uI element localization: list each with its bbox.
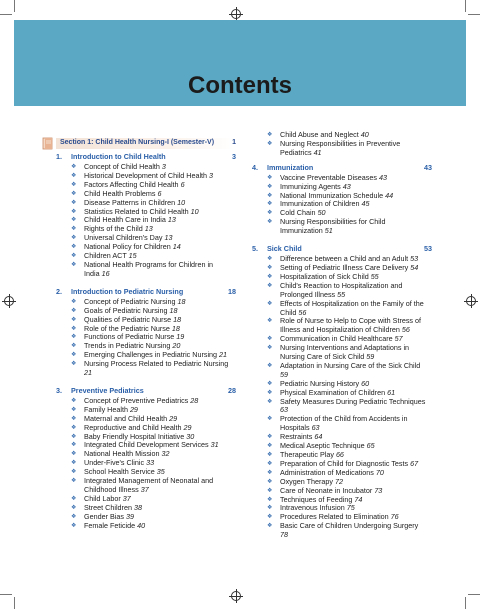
- crop-mark: [465, 597, 466, 609]
- entry-title: Therapeutic Play: [280, 450, 334, 459]
- entry-page: 41: [313, 147, 322, 157]
- diamond-bullet-icon: ❖: [71, 217, 77, 224]
- diamond-bullet-icon: ❖: [71, 226, 77, 233]
- diamond-bullet-icon: ❖: [267, 452, 273, 458]
- entry-page: 63: [280, 405, 288, 415]
- chapter-page: 18: [228, 286, 236, 296]
- diamond-bullet-icon: ❖: [267, 362, 273, 369]
- entry-page: 40: [360, 130, 369, 139]
- entry-page: 6: [157, 188, 162, 198]
- entry-page: 73: [374, 485, 383, 495]
- entry-page: 55: [370, 271, 379, 281]
- entry-page: 18: [169, 305, 178, 315]
- entry-title: Child Health Care in India: [84, 215, 166, 225]
- crop-mark: [14, 597, 15, 609]
- entry-title: Baby Friendly Hospital Initiative: [84, 431, 185, 441]
- diamond-bullet-icon: ❖: [267, 523, 273, 530]
- entry-title: Restraints: [280, 432, 313, 442]
- crop-mark: [0, 14, 12, 15]
- diamond-bullet-icon: ❖: [267, 380, 273, 387]
- diamond-bullet-icon: ❖: [267, 469, 273, 476]
- entry-title: Goals of Pediatric Nursing: [84, 305, 168, 315]
- diamond-bullet-icon: ❖: [267, 416, 273, 423]
- registration-mark-icon: [231, 9, 241, 19]
- entry-title: Physical Examination of Children: [280, 387, 386, 397]
- toc-entry[interactable]: [56, 504, 236, 513]
- entry-page: 67: [410, 458, 419, 468]
- entry-page: 31: [210, 440, 219, 450]
- entry-title: Nursing Responsibilities for Child Immunization: [280, 217, 386, 236]
- toc-entry[interactable]: [56, 360, 236, 378]
- entry-title: Integrated Child Development Services: [84, 440, 209, 450]
- diamond-bullet-icon: ❖: [71, 253, 77, 260]
- diamond-bullet-icon: ❖: [267, 300, 273, 307]
- entry-title: Female Feticide: [84, 520, 136, 530]
- entry-title: Adaptation in Nursing Care of the Sick Child: [280, 360, 421, 370]
- diamond-bullet-icon: ❖: [71, 190, 77, 197]
- entry-page: 14: [172, 242, 181, 252]
- entry-title: Statistics Related to Child Health: [84, 206, 189, 216]
- registration-mark-icon: [4, 296, 14, 306]
- chapter-page: 3: [232, 152, 236, 161]
- entry-page: 53: [410, 254, 419, 264]
- diamond-bullet-icon: ❖: [267, 443, 273, 450]
- page-title: Contents: [188, 72, 292, 99]
- diamond-bullet-icon: ❖: [71, 469, 77, 476]
- diamond-bullet-icon: ❖: [71, 164, 77, 170]
- entry-page: 66: [335, 450, 344, 459]
- toc-entry[interactable]: [56, 243, 236, 252]
- diamond-bullet-icon: ❖: [71, 343, 77, 350]
- diamond-bullet-icon: ❖: [267, 264, 273, 271]
- toc-entry[interactable]: [252, 317, 432, 335]
- entry-page: 75: [346, 503, 355, 513]
- entry-title: Medical Aseptic Technique: [280, 441, 365, 451]
- toc-entry[interactable]: [252, 218, 432, 236]
- registration-mark-icon: [231, 591, 241, 601]
- entry-page: 32: [161, 449, 170, 459]
- entry-title: Intravenous Infusion: [280, 503, 345, 513]
- diamond-bullet-icon: ❖: [71, 298, 77, 305]
- entry-title: Gender Bias: [84, 511, 124, 521]
- diamond-bullet-icon: ❖: [71, 495, 77, 502]
- left-column: [56, 137, 236, 531]
- entry-page: 28: [190, 395, 199, 405]
- entry-title: Communication in Child Healthcare: [280, 334, 393, 344]
- entry-page: 56: [401, 325, 410, 335]
- entry-title: Effects of Hospitalization on the Family of the Child: [280, 298, 424, 317]
- entry-page: 72: [335, 476, 344, 486]
- entry-page: 43: [342, 181, 351, 191]
- toc-entry[interactable]: [56, 261, 236, 279]
- entry-page: 35: [156, 467, 165, 477]
- entry-page: 29: [169, 413, 178, 423]
- entry-page: 18: [173, 314, 182, 324]
- entry-title: Rights of the Child: [84, 224, 143, 234]
- entry-title: Concept of Pediatric Nursing: [84, 296, 176, 306]
- entry-title: Child Abuse and Neglect: [280, 130, 359, 139]
- diamond-bullet-icon: ❖: [267, 514, 273, 521]
- entry-page: 16: [101, 268, 110, 278]
- chapter-number: 2.: [56, 286, 62, 296]
- diamond-bullet-icon: ❖: [71, 361, 77, 368]
- entry-title: Integrated Management of Neonatal and Childhood Illness: [84, 476, 214, 494]
- diamond-bullet-icon: ❖: [71, 181, 77, 188]
- entry-title: Administration of Medications: [280, 467, 374, 477]
- diamond-bullet-icon: ❖: [267, 219, 273, 226]
- entry-title: Nursing Process Related to Pediatric Nursing: [84, 359, 229, 369]
- diamond-bullet-icon: ❖: [71, 397, 77, 404]
- diamond-bullet-icon: ❖: [267, 210, 273, 217]
- diamond-bullet-icon: ❖: [71, 522, 77, 529]
- entry-page: 37: [122, 493, 131, 503]
- entry-title: Preparation of Child for Diagnostic Tests: [280, 458, 409, 468]
- toc-entry[interactable]: [252, 362, 432, 380]
- entry-page: 51: [324, 226, 333, 236]
- entry-page: 50: [317, 208, 326, 218]
- section-heading: [56, 137, 236, 151]
- chapter-number: 1.: [56, 152, 62, 161]
- toc-entry[interactable]: [56, 513, 236, 522]
- entry-title: Concept of Child Health: [84, 162, 160, 171]
- chapter-title: Preventive Pediatrics: [71, 385, 144, 395]
- entry-page: 54: [410, 262, 419, 272]
- toc-entry[interactable]: [252, 282, 432, 300]
- entry-page: 45: [361, 199, 370, 209]
- toc-entry[interactable]: [252, 200, 432, 209]
- spacer: [56, 279, 236, 285]
- diamond-bullet-icon: ❖: [267, 183, 273, 190]
- entry-page: 63: [311, 423, 320, 433]
- diamond-bullet-icon: ❖: [71, 172, 77, 179]
- entry-page: 59: [366, 352, 375, 362]
- entry-page: 60: [361, 378, 370, 388]
- entry-title: Nursing Responsibilities in Preventive Pediatrics: [280, 138, 401, 157]
- diamond-bullet-icon: ❖: [71, 478, 77, 485]
- entry-title: Cold Chain: [280, 208, 316, 218]
- diamond-bullet-icon: ❖: [267, 318, 273, 325]
- right-toc: [252, 164, 432, 540]
- entry-page: 13: [144, 224, 153, 234]
- entry-page: 3: [161, 162, 166, 171]
- chapter-block: [56, 387, 236, 531]
- diamond-bullet-icon: ❖: [267, 496, 273, 503]
- entry-page: 64: [314, 432, 323, 442]
- entry-page: 59: [280, 369, 288, 379]
- spacer: [252, 236, 432, 242]
- entry-title: National Immunization Schedule: [280, 190, 384, 200]
- entry-page: 6: [180, 179, 185, 189]
- entry-title: Family Health: [84, 404, 128, 414]
- entry-title: Immunizing Agents: [280, 181, 341, 191]
- diamond-bullet-icon: ❖: [267, 256, 273, 263]
- entry-title: Safety Measures During Pediatric Techniques: [280, 396, 426, 406]
- diamond-bullet-icon: ❖: [267, 201, 273, 208]
- entry-page: 37: [140, 485, 149, 494]
- entry-title: Universal Children's Day: [84, 233, 163, 243]
- diamond-bullet-icon: ❖: [71, 460, 77, 467]
- entry-page: 10: [177, 197, 186, 207]
- diamond-bullet-icon: ❖: [267, 192, 273, 199]
- toc-entry[interactable]: [252, 522, 432, 540]
- toc-entry[interactable]: [56, 522, 236, 531]
- entry-title: Difference between a Child and an Adult: [280, 254, 409, 264]
- entry-title: Trends in Pediatric Nursing: [84, 341, 171, 351]
- entry-title: Child Health Problems: [84, 188, 156, 198]
- entry-title: Oxygen Therapy: [280, 476, 334, 486]
- toc-entry[interactable]: [252, 300, 432, 318]
- toc-entry[interactable]: [56, 495, 236, 504]
- diamond-bullet-icon: ❖: [267, 478, 273, 485]
- entry-page: 38: [133, 502, 142, 512]
- entry-title: Pediatric Nursing History: [280, 378, 360, 388]
- diamond-bullet-icon: ❖: [71, 504, 77, 511]
- section-page: 1: [232, 139, 236, 146]
- diamond-bullet-icon: ❖: [71, 325, 77, 332]
- chapter-title: Immunization: [267, 162, 314, 172]
- entry-page: 18: [177, 296, 186, 306]
- entry-title: Historical Development of Child Health: [84, 170, 208, 180]
- crop-mark: [14, 0, 15, 12]
- book-section-icon: [42, 137, 54, 150]
- left-toc: [56, 153, 236, 531]
- entry-page: 44: [385, 190, 394, 200]
- entry-page: 29: [129, 404, 138, 414]
- entry-page: 74: [354, 494, 363, 504]
- entry-page: 10: [190, 206, 199, 216]
- chapter-block: [252, 245, 432, 540]
- entry-title: Child's Reaction to Hospitalization and Prolonged Illness: [280, 280, 403, 299]
- diamond-bullet-icon: ❖: [71, 406, 77, 413]
- chapter-page: 28: [228, 385, 236, 395]
- chapter-number: 3.: [56, 385, 62, 395]
- entry-title: Functions of Pediatric Nurse: [84, 332, 175, 342]
- chapter-title: Introduction to Pediatric Nursing: [71, 286, 184, 296]
- diamond-bullet-icon: ❖: [71, 513, 77, 520]
- diamond-bullet-icon: ❖: [267, 389, 273, 396]
- toc-entry[interactable]: [252, 344, 432, 362]
- right-continued-items: [252, 131, 432, 158]
- diamond-bullet-icon: ❖: [71, 451, 77, 458]
- entry-title: Immunization of Children: [280, 199, 360, 209]
- chapter-block: [252, 164, 432, 236]
- crop-mark: [468, 594, 480, 595]
- diamond-bullet-icon: ❖: [267, 140, 273, 147]
- diamond-bullet-icon: ❖: [71, 424, 77, 431]
- chapter-block: [56, 288, 236, 378]
- registration-mark-icon: [466, 296, 476, 306]
- entry-title: Street Children: [84, 502, 132, 512]
- diamond-bullet-icon: ❖: [267, 273, 273, 280]
- entry-title: Nursing Interventions and Adaptations in Nursing Care of Sick Child: [280, 343, 410, 362]
- diamond-bullet-icon: ❖: [267, 345, 273, 352]
- diamond-bullet-icon: ❖: [71, 261, 77, 268]
- toc-entry[interactable]: [56, 477, 236, 495]
- entry-title: Child Labor: [84, 493, 121, 503]
- diamond-bullet-icon: ❖: [71, 235, 77, 242]
- entry-page: 78: [280, 530, 288, 540]
- diamond-bullet-icon: ❖: [71, 316, 77, 323]
- chapter-title: Introduction to Child Health: [71, 152, 166, 161]
- diamond-bullet-icon: ❖: [71, 415, 77, 422]
- entry-title: Concept of Preventive Pediatrics: [84, 395, 189, 405]
- entry-page: 43: [378, 172, 387, 182]
- entry-title: School Health Service: [84, 467, 155, 477]
- toc-entry[interactable]: [252, 415, 432, 433]
- chapter-title: Sick Child: [267, 244, 302, 254]
- entry-page: 57: [394, 334, 403, 344]
- diamond-bullet-icon: ❖: [71, 442, 77, 449]
- entry-page: 19: [176, 332, 185, 342]
- entry-title: Vaccine Preventable Diseases: [280, 172, 377, 182]
- entry-page: 40: [137, 520, 146, 530]
- spacer: [56, 378, 236, 384]
- diamond-bullet-icon: ❖: [71, 199, 77, 206]
- entry-title: Setting of Pediatric Illness Care Delivery: [280, 262, 409, 272]
- entry-title: Role of the Pediatric Nurse: [84, 323, 170, 333]
- entry-title: Role of Nurse to Help to Cope with Stress of Illness and Hospitalization of Children: [280, 316, 422, 335]
- crop-mark: [0, 594, 12, 595]
- entry-title: National Health Programs for Children in India: [84, 259, 214, 278]
- entry-page: 56: [298, 307, 307, 317]
- entry-title: Qualities of Pediatric Nurse: [84, 314, 172, 324]
- entry-page: 13: [164, 233, 173, 243]
- entry-title: Protection of the Child from Accidents in Hospitals: [280, 414, 408, 433]
- entry-page: 13: [167, 215, 176, 225]
- toc-entry[interactable]: [56, 397, 236, 406]
- entry-title: Maternal and Child Health: [84, 413, 168, 423]
- chapter-number: 4.: [252, 162, 258, 172]
- entry-page: 20: [172, 341, 181, 351]
- entry-page: 30: [186, 431, 195, 441]
- entry-page: 61: [387, 387, 396, 397]
- entry-page: 70: [375, 467, 384, 477]
- diamond-bullet-icon: ❖: [267, 336, 273, 343]
- chapter-page: 43: [424, 162, 432, 172]
- diamond-bullet-icon: ❖: [71, 244, 77, 251]
- diamond-bullet-icon: ❖: [267, 174, 273, 181]
- diamond-bullet-icon: ❖: [267, 132, 273, 138]
- entry-page: 3: [209, 170, 214, 180]
- entry-page: 39: [125, 511, 134, 521]
- chapter-number: 5.: [252, 244, 258, 254]
- entry-title: Procedures Related to Elimination: [280, 512, 389, 522]
- diamond-bullet-icon: ❖: [267, 487, 273, 494]
- chapter-page: 53: [424, 244, 432, 254]
- entry-page: 76: [390, 512, 399, 522]
- diamond-bullet-icon: ❖: [71, 307, 77, 314]
- right-column: [252, 131, 432, 540]
- entry-page: 29: [183, 422, 192, 432]
- chapter-block: [56, 153, 236, 279]
- crop-mark: [468, 14, 480, 15]
- entry-title: National Health Mission: [84, 449, 160, 459]
- entry-page: 21: [84, 368, 92, 378]
- entry-page: 18: [171, 323, 180, 333]
- diamond-bullet-icon: ❖: [71, 352, 77, 359]
- entry-page: 15: [128, 251, 137, 261]
- entry-title: Hospitalization of Sick Child: [280, 271, 369, 281]
- crop-mark: [465, 0, 466, 12]
- diamond-bullet-icon: ❖: [267, 398, 273, 405]
- section-label: Section 1: Child Health Nursing-I (Semester-V): [60, 139, 215, 146]
- diamond-bullet-icon: ❖: [267, 434, 273, 441]
- diamond-bullet-icon: ❖: [71, 208, 77, 215]
- entry-title: Emerging Challenges in Pediatric Nursing: [84, 350, 218, 360]
- toc-entry[interactable]: [252, 140, 432, 158]
- diamond-bullet-icon: ❖: [71, 334, 77, 341]
- toc-entry[interactable]: [252, 398, 432, 416]
- entry-title: Reproductive and Child Health: [84, 422, 182, 432]
- entry-title: Techniques of Feeding: [280, 494, 353, 504]
- entry-page: 33: [146, 458, 155, 468]
- entry-title: Factors Affecting Child Health: [84, 179, 179, 189]
- entry-title: Care of Neonate in Incubator: [280, 485, 373, 495]
- diamond-bullet-icon: ❖: [267, 282, 273, 289]
- diamond-bullet-icon: ❖: [267, 460, 273, 467]
- diamond-bullet-icon: ❖: [267, 505, 273, 512]
- entry-page: 21: [219, 350, 228, 360]
- entry-page: 65: [366, 441, 375, 451]
- entry-title: Children ACT: [84, 251, 127, 261]
- entry-title: National Policy for Children: [84, 242, 171, 252]
- diamond-bullet-icon: ❖: [71, 433, 77, 440]
- entry-title: Basic Care of Children Undergoing Surgery: [280, 521, 419, 531]
- entry-page: 55: [337, 289, 346, 299]
- entry-title: Disease Patterns in Children: [84, 197, 176, 207]
- entry-title: Under-Five's Clinic: [84, 458, 145, 468]
